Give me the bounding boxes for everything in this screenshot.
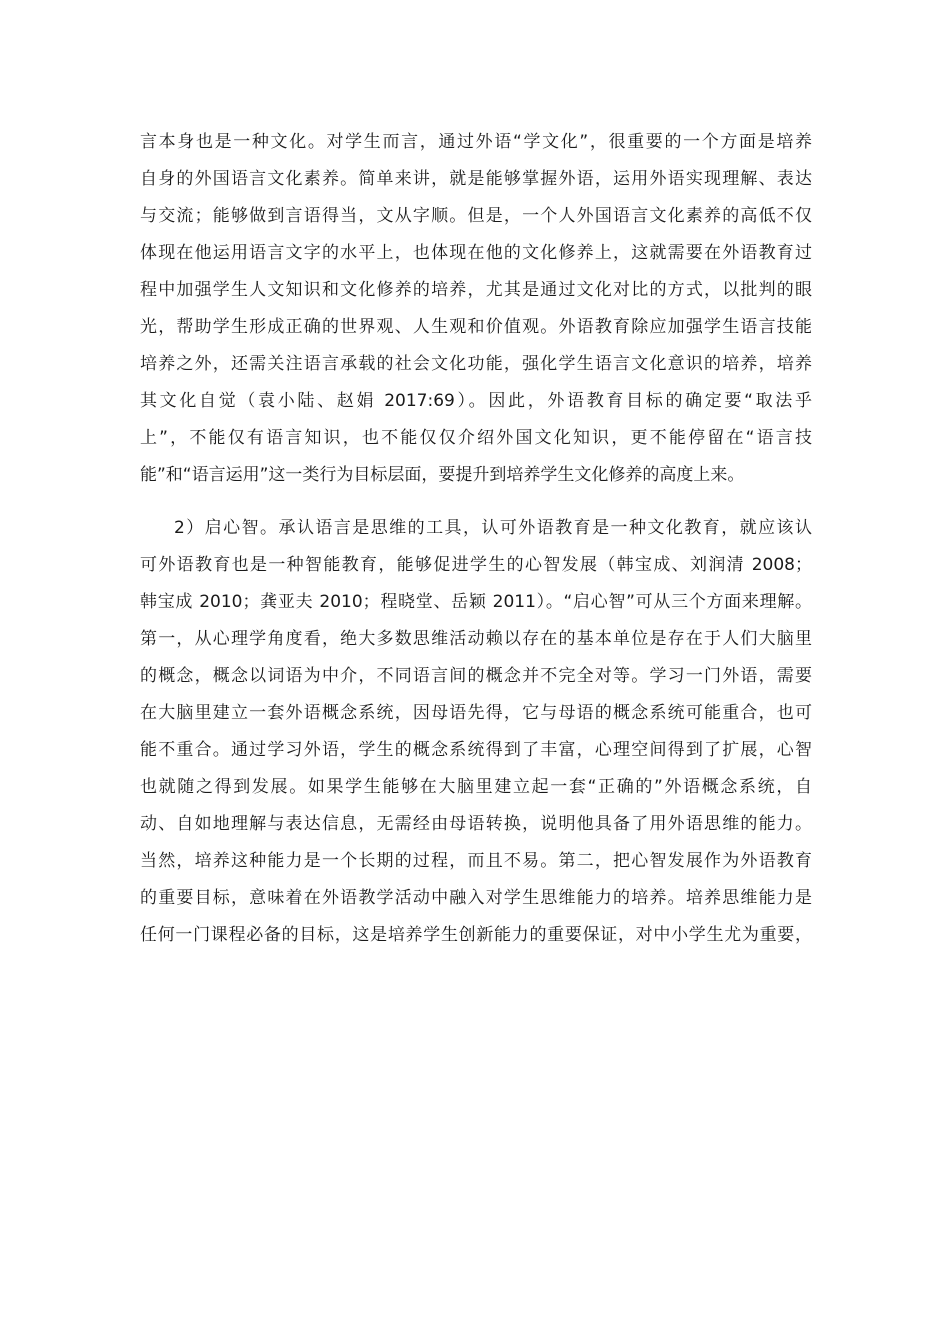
paragraph-line: 上”，不能仅有语言知识，也不能仅仅介绍外国文化知识，更不能停留在“语言技 — [140, 428, 812, 448]
paragraph-line: 体现在他运用语言文字的水平上，也体现在他的文化修养上，这就需要在外语教育过 — [140, 243, 812, 263]
paragraph-2 — [140, 510, 812, 954]
paragraph-line: 任何一门课程必备的目标，这是培养学生创新能力的重要保证，对中小学生尤为重要， — [140, 925, 812, 945]
paragraph-line: 2）启心智。承认语言是思维的工具，认可外语教育是一种文化教育，就应该认 — [174, 518, 812, 538]
paragraph-line: 的概念，概念以词语为中介，不同语言间的概念并不完全对等。学习一门外语，需要 — [140, 666, 812, 686]
paragraph-line: 可外语教育也是一种智能教育，能够促进学生的心智发展（韩宝成、刘润清 2008； — [140, 555, 812, 575]
body-text — [140, 124, 812, 954]
paragraph-line: 也就随之得到发展。如果学生能够在大脑里建立起一套“正确的”外语概念系统，自 — [140, 777, 812, 797]
paragraph-1 — [140, 124, 812, 494]
paragraph-line: 动、自如地理解与表达信息，无需经由母语转换，说明他具备了用外语思维的能力。 — [140, 814, 812, 834]
paragraph-line: 的重要目标，意味着在外语教学活动中融入对学生思维能力的培养。培养思维能力是 — [140, 888, 812, 908]
paragraph-line: 光，帮助学生形成正确的世界观、人生观和价值观。外语教育除应加强学生语言技能 — [140, 317, 812, 337]
paragraph-line: 自身的外国语言文化素养。简单来讲，就是能够掌握外语，运用外语实现理解、表达 — [140, 169, 812, 189]
paragraph-line: 言本身也是一种文化。对学生而言，通过外语“学文化”，很重要的一个方面是培养 — [140, 132, 812, 152]
paragraph-line: 程中加强学生人文知识和文化修养的培养，尤其是通过文化对比的方式，以批判的眼 — [140, 280, 812, 300]
paragraph-line: 在大脑里建立一套外语概念系统，因母语先得，它与母语的概念系统可能重合，也可 — [140, 703, 812, 723]
paragraph-line: 与交流；能够做到言语得当，文从字顺。但是，一个人外国语言文化素养的高低不仅 — [140, 206, 812, 226]
paragraph-line: 当然，培养这种能力是一个长期的过程，而且不易。第二，把心智发展作为外语教育 — [140, 851, 812, 871]
paragraph-line: 韩宝成 2010；龚亚夫 2010；程晓堂、岳颖 2011）。“启心智”可从三个方面来理解。 — [140, 592, 812, 612]
paragraph-line: 其文化自觉（袁小陆、赵娟 2017:69）。因此，外语教育目标的确定要“取法乎 — [140, 391, 812, 411]
paragraph-line: 第一，从心理学角度看，绝大多数思维活动赖以存在的基本单位是存在于人们大脑里 — [140, 629, 812, 649]
paragraph-line: 能不重合。通过学习外语，学生的概念系统得到了丰富，心理空间得到了扩展，心智 — [140, 740, 812, 760]
paragraph-line: 培养之外，还需关注语言承载的社会文化功能，强化学生语言文化意识的培养，培养 — [140, 354, 812, 374]
paragraph-gap — [140, 494, 812, 510]
paragraph-line: 能”和“语言运用”这一类行为目标层面，要提升到培养学生文化修养的高度上来。 — [140, 465, 745, 485]
